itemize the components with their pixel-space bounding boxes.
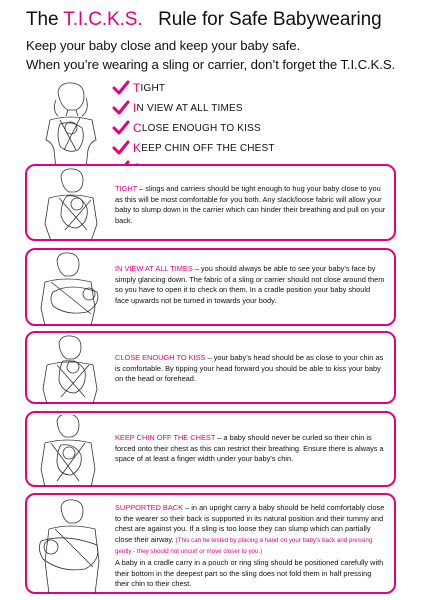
panel-description: – in an upright carry a baby should be held comfortably close to the wearer so their back is supported in its natural position and their tummy and chest are against you. If a sling is too loose they can slump which can partially close their airway. bbox=[115, 503, 385, 544]
checkmark-icon bbox=[112, 100, 130, 116]
page-title bbox=[26, 9, 382, 31]
panel-close-enough-to-kiss bbox=[25, 331, 396, 404]
panel-in-view bbox=[25, 248, 396, 326]
subtitle-line-2: When you’re wearing a sling or carrier, don’t forget the T.I.C.K.S. bbox=[26, 57, 396, 72]
babywearing-illustration bbox=[31, 252, 113, 326]
panel-keyword: TIGHT bbox=[115, 184, 138, 193]
checklist-label: IGHT bbox=[140, 82, 166, 94]
panel-body bbox=[115, 264, 386, 306]
title-acronym: T.I.C.K.S. bbox=[63, 9, 143, 30]
panel-description: – slings and carriers should be tight enough to hug your baby close to you as this will be most comfortable for you both. Any slack/loose fabric will allow your baby to slump down in the carrier which can hinder their breathing and pull on your back. bbox=[115, 184, 386, 225]
panel-description-2: A baby in a cradle carry in a pouch or ring sling should be positioned carefully with their bottom in the deepest part so the sling does not fold them in half pressing their chin to their chest. bbox=[115, 557, 384, 589]
checkmark-icon bbox=[112, 140, 130, 156]
babywearing-illustration bbox=[31, 497, 113, 594]
panel-body bbox=[115, 503, 386, 590]
panel-keyword: CLOSE ENOUGH TO KISS bbox=[115, 353, 206, 362]
panel-keyword: IN VIEW AT ALL TIMES bbox=[115, 264, 193, 273]
panel-keep-chin-off-chest bbox=[25, 411, 396, 487]
panel-body bbox=[115, 433, 386, 465]
checklist-item bbox=[112, 138, 312, 158]
checkmark-icon bbox=[112, 120, 130, 136]
babywearing-illustration bbox=[31, 415, 113, 487]
checklist-item bbox=[112, 98, 312, 118]
panel-description: – your baby’s head should be as close to your chin as is comfortable. By tipping your head forward you should be able to kiss your baby on the head or forehead. bbox=[115, 353, 384, 384]
ticks-checklist bbox=[112, 78, 312, 178]
babywearing-illustration bbox=[31, 168, 113, 241]
panel-note: (This can be tested by placing a hand on your baby’s back and pressing gently - they should not uncurl or move closer to you.) bbox=[115, 536, 373, 556]
checklist-item bbox=[112, 78, 312, 98]
panel-description: – you should always be able to see your baby’s face by simply glancing down. The fabric of a sling or carrier should not close around them so you have to open it to check on them. In a cradle position your baby should face upwards not be turned in towards your body. bbox=[115, 264, 385, 305]
panel-tight bbox=[25, 164, 396, 241]
checklist-label: N VIEW AT ALL TIMES bbox=[136, 102, 243, 114]
checklist-initial: K bbox=[133, 141, 142, 155]
babywearing-illustration bbox=[31, 335, 113, 404]
panel-body bbox=[115, 353, 386, 385]
panel-body bbox=[115, 184, 386, 226]
checklist-label: LOSE ENOUGH TO KISS bbox=[141, 122, 261, 134]
panel-keyword: KEEP CHIN OFF THE CHEST bbox=[115, 433, 216, 442]
checklist-initial: T bbox=[133, 81, 141, 95]
checkmark-icon bbox=[112, 80, 130, 96]
title-suffix: Rule for Safe Babywearing bbox=[158, 9, 382, 30]
checklist-label: EEP CHIN OFF THE CHEST bbox=[141, 142, 275, 154]
subtitle-line-1: Keep your baby close and keep your baby safe. bbox=[26, 38, 301, 53]
panel-supported-back bbox=[25, 493, 396, 594]
babywearing-illustration bbox=[30, 80, 112, 168]
panel-keyword: SUPPORTED BACK bbox=[115, 503, 184, 512]
checklist-item bbox=[112, 118, 312, 138]
panel-description: – a baby should never be curled so their chin is forced onto their chest as this can restrict their breathing. Ensure there is always a space of at least a finger width under your baby’s chin. bbox=[115, 433, 384, 464]
checklist-initial: I bbox=[133, 101, 137, 115]
checklist-initial: C bbox=[133, 121, 142, 135]
title-prefix: The bbox=[26, 9, 59, 30]
